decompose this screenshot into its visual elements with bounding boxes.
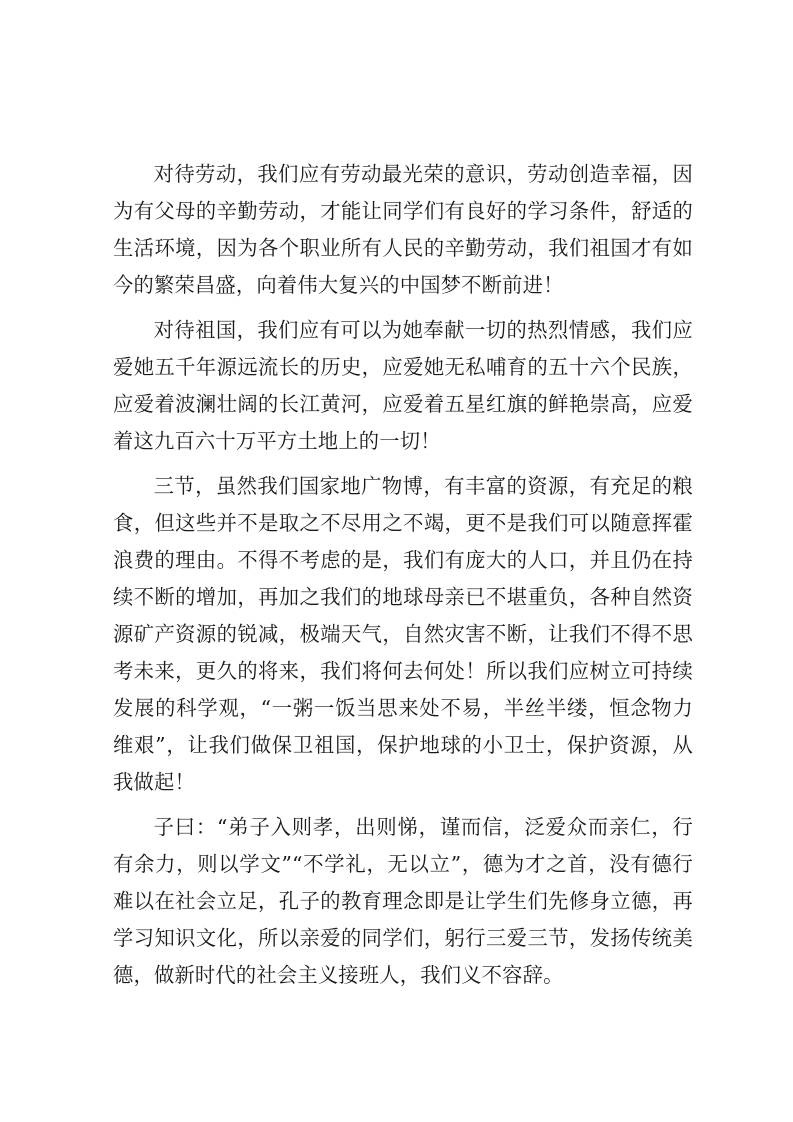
document-body bbox=[113, 156, 693, 1002]
paragraph-motherland: 对待祖国，我们应有可以为她奉献一切的热烈情感，我们应爱她五千年源远流长的历史，应爱她无私哺育的五十六个民族，应爱着波澜壮阔的长江黄河，应爱着五星红旗的鲜艳崇高，应爱着这九百六十万平方土地上的一切！ bbox=[113, 318, 693, 453]
paragraph-confucius: 子曰：“弟子入则孝，出则悌，谨而信，泛爱众而亲仁，行有余力，则以学文”“不学礼，无以立”，德为才之首，没有德行难以在社会立足，孔子的教育理念即是让学生们先修身立德，再学习知识文化，所以亲爱的同学们，躬行三爱三节，发扬传统美德，做新时代的社会主义接班人，我们义不容辞。 bbox=[113, 815, 693, 987]
paragraph-labor: 对待劳动，我们应有劳动最光荣的意识，劳动创造幸福，因为有父母的辛勤劳动，才能让同学们有良好的学习条件，舒适的生活环境，因为各个职业所有人民的辛勤劳动，我们祖国才有如今的繁荣昌盛，向着伟大复兴的中国梦不断前进！ bbox=[113, 162, 693, 297]
paragraph-three-savings: 三节，虽然我们国家地广物博，有丰富的资源，有充足的粮食，但这些并不是取之不尽用之不竭，更不是我们可以随意挥霍浪费的理由。不得不考虑的是，我们有庞大的人口，并且仍在持续不断的增加，再加之我们的地球母亲已不堪重负，各种自然资源矿产资源的锐减，极端天气，自然灾害不断，让我们不得不思考未来，更久的将来，我们将何去何处！所以我们应树立可持续发展的科学观，“一粥一饭当思来处不易，半丝半缕，恒念物力维艰”，让我们做保卫祖国，保护地球的小卫士，保护资源，从我做起！ bbox=[113, 474, 693, 794]
